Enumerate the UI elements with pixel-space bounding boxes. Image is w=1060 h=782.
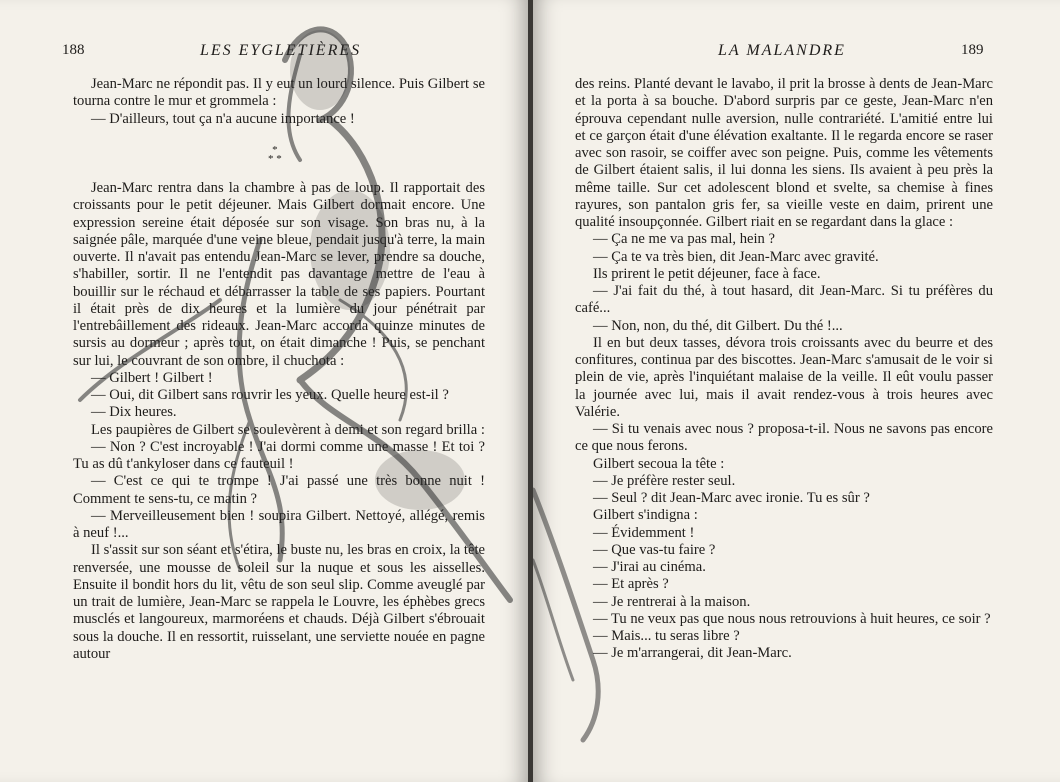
paragraph: — Mais... tu seras libre ? xyxy=(593,628,740,644)
right-text-body xyxy=(575,76,993,663)
left-text-body xyxy=(73,180,485,663)
right-page xyxy=(533,0,1060,782)
paragraph: — C'est ce qui te trompe ! J'ai passé une très bonne nuit ! Comment te sens-tu, ce matin ? xyxy=(73,473,485,507)
paragraph: des reins. Planté devant le lavabo, il prit la brosse à dents de Jean-Marc et la porta à sa bouche. D'abord surpris par ce geste, Jean-Marc n'en éprouva cependant nulle aversion, nulle contrariété. L'amitié entre lui et ce garçon était d'une élévation exaltante. Il le regarda encore se raser avec son rasoir, se coiffer avec son peigne. Puis, comme les vêtements de Gilbert étaient salis, il lui donna les siens. Ils avaient à peu près la même taille. Sur cet adolescent blond et svelte, sa chemise à fines rayures, son pantalon gris fer, sa vieille veste en daim, prirent une qualité insoupçonnée. Gilbert riait en se regardant dans la glace : xyxy=(575,76,993,230)
paragraph: — Oui, dit Gilbert sans rouvrir les yeux. Quelle heure est-il ? xyxy=(91,387,449,403)
paragraph: Jean-Marc rentra dans la chambre à pas de loup. Il rapportait des croissants pour le petit déjeuner. Mais Gilbert dormait encore. Une expression sereine était déposée sur son visage. Son bras nu, à la saignée pâle, marquée d'une veine bleue, pendait jusqu'à terre, la main ouverte. Il n'avait pas entendu Jean-Marc se lever, prendre sa douche, s'habiller, sortir. Il ne l'entendit pas davantage mettre de l'eau à bouillir sur le réchaud et débarrasser la table de ses papiers. Pourtant il était près de dix heures et la lumière du jour pénétrait par l'entrebâillement des rideaux. Jean-Marc accorda quinze minutes de sursis au dormeur ; après tout, on était dimanche ! Puis, se penchant sur lui, le couvrant de son ombre, il chuchota : xyxy=(73,180,485,369)
paragraph: — Et après ? xyxy=(593,576,669,593)
paragraph: Gilbert s'indigna : xyxy=(593,507,698,524)
paragraph: Il en but deux tasses, dévora trois croissants avec du beurre et des confitures, continua par des biscottes. Jean-Marc s'amusait de le voir si plein de vie, après l'inquiétant malaise de la veille. Il eût voulu passer la journée avec lui, mais il avait rendez-vous à trois heures avec Valérie. xyxy=(575,334,993,420)
paragraph: — Je m'arrangerai, dit Jean-Marc. xyxy=(593,645,792,662)
paragraph: — Ça te va très bien, dit Jean-Marc avec gravité. xyxy=(593,248,879,265)
paragraph: — Si tu venais avec nous ? proposa-t-il. Nous ne savons pas encore ce que nous ferons. xyxy=(575,421,993,455)
paragraph: Jean-Marc ne répondit pas. Il y eut un lourd silence. Puis Gilbert se tourna contre le mur et grommela : xyxy=(73,76,485,110)
paragraph: — Merveilleusement bien ! soupira Gilbert. Nettoyé, allégé, remis à neuf !... xyxy=(73,507,485,541)
paragraph: — Seul ? dit Jean-Marc avec ironie. Tu es sûr ? xyxy=(593,490,870,506)
paragraph: Il s'assit sur son séant et s'étira, le buste nu, les bras en croix, la tête renversée, une mousse de soleil sur la nuque et sous les aisselles. Ensuite il bondit hors du lit, vêtu de son seul slip. Comme aveuglé par un trait de lumière, Jean-Marc se rappela le Louvre, les éphèbes grecs musclés et langoureux, marmoréens et chauds. Déjà Gilbert s'ébrouait sous la douche. Il en ressortit, ruisselant, une serviette nouée en pagne autour xyxy=(73,542,485,662)
running-head: LA MALANDRE xyxy=(718,42,846,59)
paragraph: — Évidemment ! xyxy=(593,524,695,541)
paragraph: — Je préfère rester seul. xyxy=(593,472,736,489)
paragraph: Les paupières de Gilbert se soulevèrent à demi et son regard brilla : xyxy=(91,421,485,438)
paragraph: — Gilbert ! Gilbert ! xyxy=(91,369,213,386)
paragraph: — J'ai fait du thé, à tout hasard, dit Jean-Marc. Si tu préfères du café... xyxy=(575,283,993,317)
left-page xyxy=(0,0,528,782)
page-number: 188 xyxy=(62,42,85,58)
running-head: LES EYGLETIÈRES xyxy=(200,42,362,59)
paragraph: — Que vas-tu faire ? xyxy=(593,541,716,558)
paragraph: — D'ailleurs, tout ça n'a aucune importance ! xyxy=(91,110,355,127)
paragraph: Ils prirent le petit déjeuner, face à face. xyxy=(593,265,821,282)
paragraph: Gilbert secoua la tête : xyxy=(593,455,725,472)
paragraph: — Tu ne veux pas que nous nous retrouvions à huit heures, ce soir ? xyxy=(593,610,991,627)
paragraph: — Non, non, du thé, dit Gilbert. Du thé !... xyxy=(593,317,843,334)
paragraph: — J'irai au cinéma. xyxy=(593,559,706,575)
left-text-top xyxy=(73,76,485,128)
paragraph: — Ça ne me va pas mal, hein ? xyxy=(593,231,775,248)
page-number: 189 xyxy=(961,42,984,58)
paragraph: — Non ? C'est incroyable ! J'ai dormi comme une masse ! Et toi ? Tu as dû t'ankyloser dans ce fauteuil ! xyxy=(73,438,485,472)
paragraph: — Je rentrerai à la maison. xyxy=(593,593,751,610)
paragraph: — Dix heures. xyxy=(91,404,177,421)
section-break-mark: * * * xyxy=(268,144,282,165)
